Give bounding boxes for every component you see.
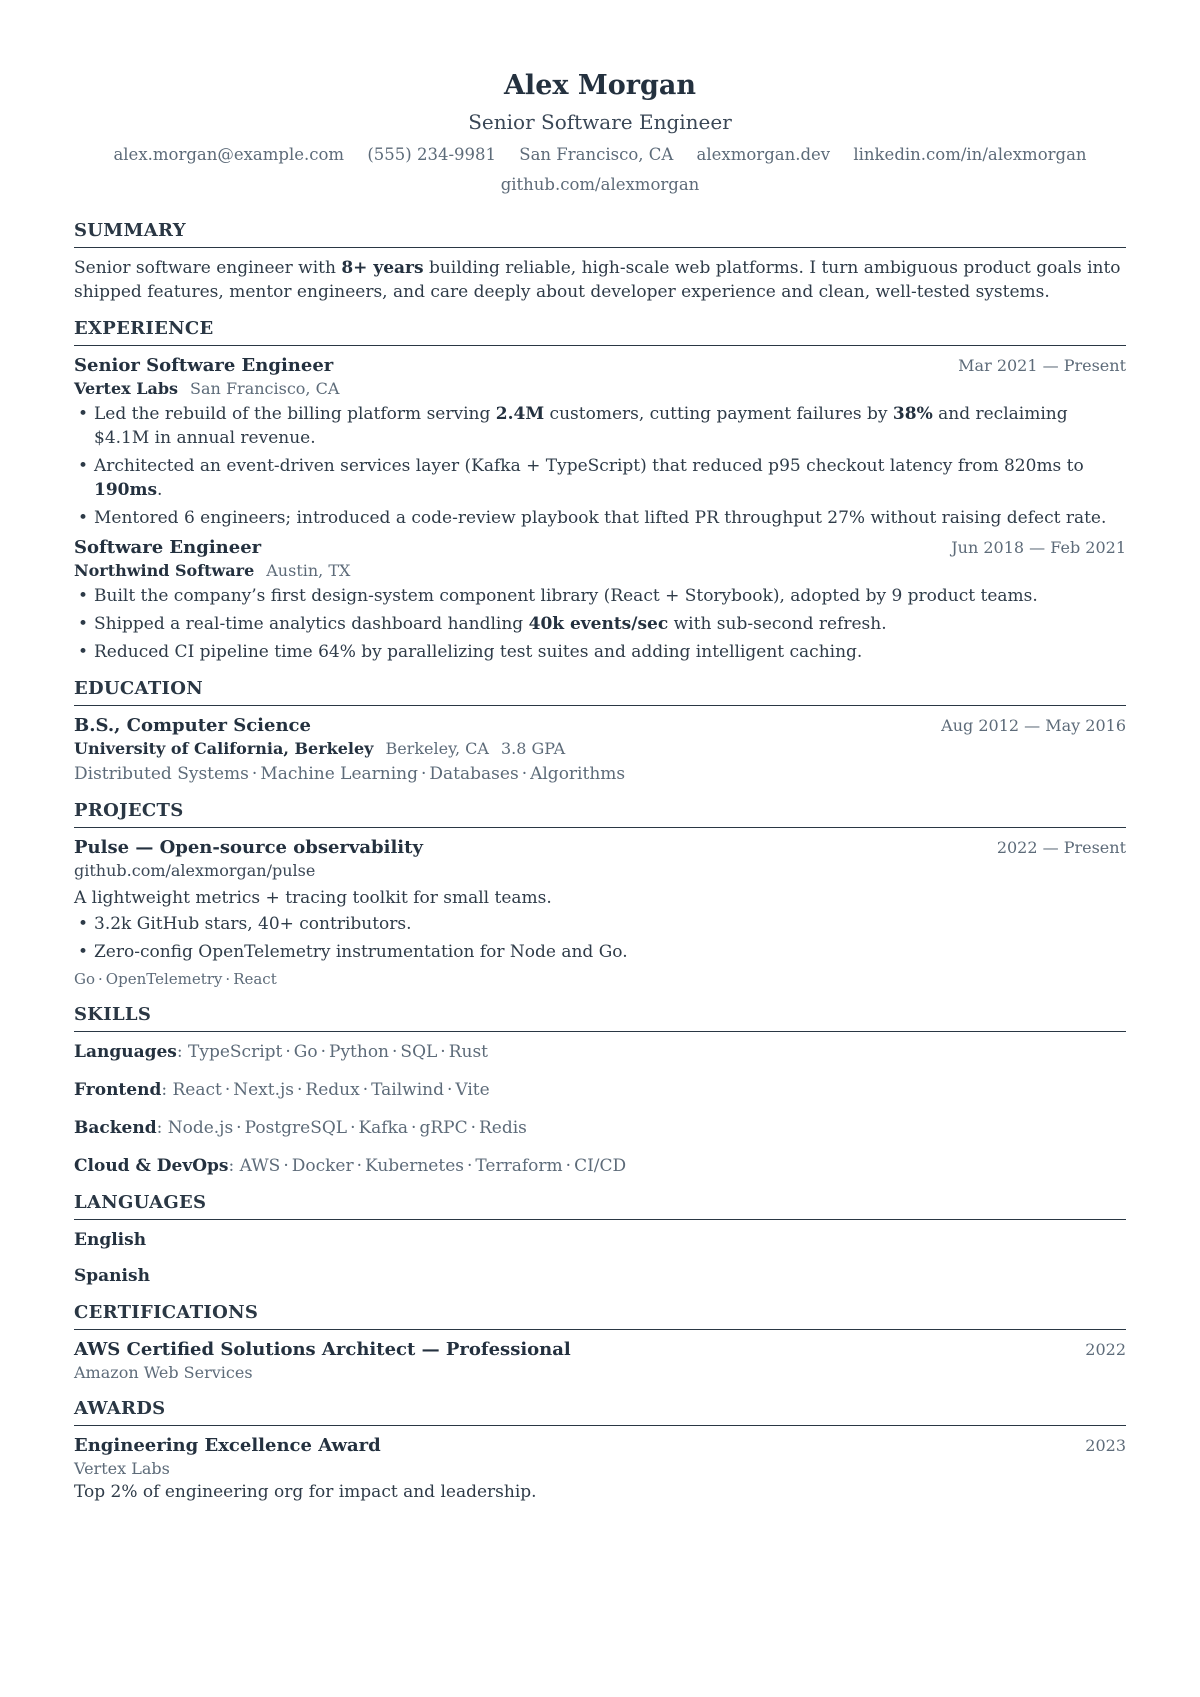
summary-text-bold: 8+ years xyxy=(341,258,424,278)
job-entry xyxy=(74,536,1126,664)
bullet-bold: 2.4M xyxy=(495,404,545,424)
bullet-text: 3.2k GitHub stars, 40+ contributors. xyxy=(94,914,412,934)
skill-group-name: Backend xyxy=(74,1118,157,1138)
course: Machine Learning xyxy=(260,764,419,784)
skill-group-name: Frontend xyxy=(74,1080,162,1100)
job-bullets xyxy=(74,584,1126,664)
skill-item: Vite xyxy=(455,1080,490,1100)
section-title-skills: SKILLS xyxy=(74,1002,1126,1032)
project-dates: 2022 — Present xyxy=(996,838,1126,857)
award-name: Engineering Excellence Award xyxy=(74,1435,381,1456)
language-item: English xyxy=(74,1230,147,1250)
bullet-icon: • xyxy=(78,914,89,934)
section-title-education: EDUCATION xyxy=(74,676,1126,706)
skill-item: Go xyxy=(293,1042,318,1062)
section-title-summary: SUMMARY xyxy=(74,218,1126,248)
award-year: 2023 xyxy=(1085,1436,1126,1455)
summary-section xyxy=(74,218,1126,304)
education-entry xyxy=(74,714,1126,786)
bullet-icon: • xyxy=(78,614,89,634)
separator-dot: · xyxy=(470,1118,476,1138)
skill-group-name: Languages xyxy=(74,1042,177,1062)
bullet-text: with sub-second refresh. xyxy=(668,614,887,634)
job-title: Senior Software Engineer xyxy=(74,355,334,376)
job-dates: Jun 2018 — Feb 2021 xyxy=(951,538,1126,557)
list-item xyxy=(74,454,1126,502)
skill-item: CI/CD xyxy=(574,1156,627,1176)
project-entry xyxy=(74,836,1126,990)
separator-dot: · xyxy=(467,1156,473,1176)
separator-dot: · xyxy=(356,1156,363,1176)
list-item xyxy=(74,584,1126,608)
skills-section xyxy=(74,1002,1126,1178)
bullet-text: Reduced CI pipeline time 64% by parallelizing test suites and adding intelligent caching. xyxy=(94,642,863,662)
separator-dot: · xyxy=(392,1042,398,1062)
project-tech xyxy=(74,968,1126,990)
section-title-experience: EXPERIENCE xyxy=(74,316,1126,346)
awards-section xyxy=(74,1396,1126,1504)
bullet-text: Mentored 6 engineers; introduced a code-review playbook that lifted PR throughput 27% without raising defect rate. xyxy=(94,508,1107,528)
job-company: Northwind Software xyxy=(74,561,255,580)
skill-group-name: Cloud & DevOps xyxy=(74,1156,229,1176)
bullet-bold: 40k events/sec xyxy=(528,614,669,634)
degree: B.S., Computer Science xyxy=(74,715,311,736)
job-location: Austin, TX xyxy=(266,561,351,580)
job-title: Software Engineer xyxy=(74,537,262,558)
skill-item: Python xyxy=(329,1042,390,1062)
separator-dot: · xyxy=(224,1080,231,1100)
skill-group: Backend: Node.js · PostgreSQL · Kafka · gRPC · Redis xyxy=(74,1118,527,1138)
separator-dot: · xyxy=(421,764,427,784)
summary-text-part: Senior software engineer with xyxy=(74,258,342,278)
certification-entry xyxy=(74,1338,1126,1384)
skill-item: Tailwind xyxy=(371,1080,444,1100)
separator-dot: · xyxy=(98,970,103,988)
section-title-certifications: CERTIFICATIONS xyxy=(74,1300,1126,1330)
award-description: Top 2% of engineering org for impact and leadership. xyxy=(74,1482,537,1502)
job-dates: Mar 2021 — Present xyxy=(958,356,1126,375)
bullet-text: Built the company’s first design-system component library (React + Storybook), adopted by 9 product teams. xyxy=(94,586,1038,606)
tech-item: React xyxy=(233,970,277,988)
bullet-text: customers, cutting payment failures by xyxy=(544,404,893,424)
bullet-text: Led the rebuild of the billing platform serving xyxy=(94,404,496,424)
separator-dot: · xyxy=(411,1118,417,1138)
skill-item: PostgreSQL xyxy=(244,1118,348,1138)
bullet-text: Zero-config OpenTelemetry instrumentation for Node and Go. xyxy=(94,942,628,962)
projects-section xyxy=(74,798,1126,990)
contact-phone[interactable]: (555) 234-9981 xyxy=(367,145,497,164)
project-name: Pulse — Open-source observability xyxy=(74,837,423,858)
job-company-line xyxy=(74,378,1126,400)
separator-dot: · xyxy=(225,970,231,988)
bullet-bold: 190ms xyxy=(94,480,158,500)
list-item xyxy=(74,940,1126,964)
summary-text xyxy=(74,256,1126,304)
separator-dot: · xyxy=(236,1118,242,1138)
separator-dot: · xyxy=(350,1118,356,1138)
job-bullets xyxy=(74,402,1126,530)
gpa: 3.8 GPA xyxy=(500,739,566,758)
skill-item: TypeScript xyxy=(188,1042,283,1062)
section-title-projects: PROJECTS xyxy=(74,798,1126,828)
skill-item: Kafka xyxy=(358,1118,409,1138)
contact-github[interactable]: github.com/alexmorgan xyxy=(500,175,700,194)
bullet-icon: • xyxy=(78,404,89,424)
languages-section xyxy=(74,1190,1126,1288)
contact-website[interactable]: alexmorgan.dev xyxy=(696,145,831,164)
separator-dot: · xyxy=(285,1042,291,1062)
course: Distributed Systems xyxy=(74,764,249,784)
school-location: Berkeley, CA xyxy=(385,739,489,758)
language-item: Spanish xyxy=(74,1266,150,1286)
school-line xyxy=(74,738,1126,760)
list-item xyxy=(74,402,1126,450)
certification-name: AWS Certified Solutions Architect — Professional xyxy=(74,1339,571,1360)
bullet-icon: • xyxy=(78,456,89,476)
tech-item: OpenTelemetry xyxy=(105,970,223,988)
skill-group: Frontend: React · Next.js · Redux · Tailwind · Vite xyxy=(74,1080,490,1100)
coursework xyxy=(74,762,1126,786)
list-item xyxy=(74,612,1126,636)
separator-dot: · xyxy=(320,1042,326,1062)
section-title-awards: AWARDS xyxy=(74,1396,1126,1426)
bullet-icon: • xyxy=(78,586,89,606)
skill-group: Languages: TypeScript · Go · Python · SQL · Rust xyxy=(74,1042,489,1062)
bullet-text: . xyxy=(157,480,163,500)
skill-item: Next.js xyxy=(233,1080,295,1100)
separator-dot: · xyxy=(565,1156,572,1176)
school-name: University of California, Berkeley xyxy=(74,739,374,758)
skill-group: Cloud & DevOps: AWS · Docker · Kubernetes · Terraform · CI/CD xyxy=(74,1156,627,1176)
separator-dot: · xyxy=(297,1080,303,1100)
bullet-icon: • xyxy=(78,508,89,528)
bullet-icon: • xyxy=(78,942,89,962)
job-company-line xyxy=(74,560,1126,582)
list-item xyxy=(74,506,1126,530)
separator-dot: · xyxy=(446,1080,453,1100)
skill-item: Kubernetes xyxy=(365,1156,464,1176)
separator-dot: · xyxy=(283,1156,289,1176)
separator-dot: · xyxy=(440,1042,446,1062)
contact-line xyxy=(74,140,1126,200)
separator-dot: · xyxy=(521,764,528,784)
skill-item: Docker xyxy=(291,1156,354,1176)
certification-issuer: Amazon Web Services xyxy=(74,1363,253,1382)
education-dates: Aug 2012 — May 2016 xyxy=(941,716,1126,735)
education-section xyxy=(74,676,1126,786)
tech-item: Go xyxy=(74,970,96,988)
separator-dot: · xyxy=(251,764,258,784)
list-item xyxy=(74,640,1126,664)
award-entry xyxy=(74,1434,1126,1504)
course: Algorithms xyxy=(530,764,626,784)
certifications-section xyxy=(74,1300,1126,1384)
resume-header xyxy=(74,66,1126,200)
job-entry xyxy=(74,354,1126,530)
section-title-languages: LANGUAGES xyxy=(74,1190,1126,1220)
bullet-text: Architected an event-driven services layer (Kafka + TypeScript) that reduced p95 checkout latency from 820ms to xyxy=(94,456,1084,476)
contact-linkedin[interactable]: linkedin.com/in/alexmorgan xyxy=(853,145,1087,164)
skill-item: Node.js xyxy=(167,1118,234,1138)
bullet-icon: • xyxy=(78,642,89,662)
job-company: Vertex Labs xyxy=(74,379,179,398)
list-item xyxy=(74,912,1126,936)
skill-item: Redux xyxy=(305,1080,360,1100)
contact-email[interactable]: alex.morgan@example.com xyxy=(113,145,345,164)
bullet-text: Shipped a real-time analytics dashboard handling xyxy=(94,614,529,634)
course: Databases xyxy=(429,764,519,784)
skill-item: Terraform xyxy=(475,1156,563,1176)
skill-item: React xyxy=(172,1080,222,1100)
skill-item: Redis xyxy=(479,1118,527,1138)
skill-item: gRPC xyxy=(419,1118,468,1138)
certification-year: 2022 xyxy=(1085,1340,1126,1359)
skill-item: Rust xyxy=(448,1042,489,1062)
job-location: San Francisco, CA xyxy=(190,379,340,398)
award-issuer: Vertex Labs xyxy=(74,1459,170,1478)
candidate-name: Alex Morgan xyxy=(503,70,696,101)
project-bullets xyxy=(74,912,1126,964)
skill-item: SQL xyxy=(400,1042,438,1062)
experience-section xyxy=(74,316,1126,664)
project-description: A lightweight metrics + tracing toolkit for small teams. xyxy=(74,888,552,908)
separator-dot: · xyxy=(362,1080,369,1100)
candidate-role: Senior Software Engineer xyxy=(468,110,732,134)
bullet-text: and reclaiming $4.1M in annual revenue. xyxy=(94,404,1068,448)
summary-text-part: building reliable, high-scale web platforms. I turn ambiguous product goals into shipped features, mentor engineers, and care deeply about developer experience and clean, well-tested systems. xyxy=(74,258,1121,302)
contact-location: San Francisco, CA xyxy=(519,145,674,164)
skill-item: AWS xyxy=(239,1156,281,1176)
project-link[interactable]: github.com/alexmorgan/pulse xyxy=(74,861,316,880)
bullet-bold: 38% xyxy=(892,404,933,424)
